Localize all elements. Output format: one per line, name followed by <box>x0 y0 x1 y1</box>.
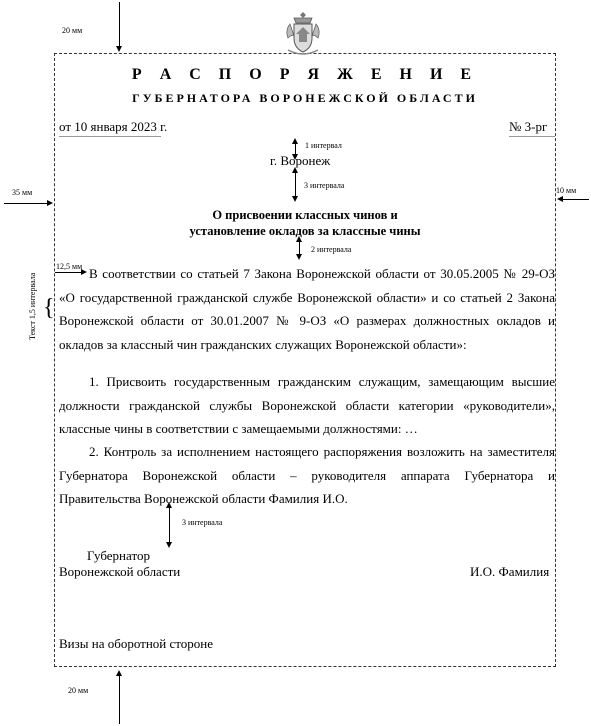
margin-right-line <box>563 199 589 200</box>
margin-left-arrow-icon <box>47 200 53 206</box>
interval-3b-label: 3 интервала <box>182 518 223 527</box>
coat-of-arms-icon <box>284 10 322 56</box>
body-item-2: 2. Контроль за исполнением настоящего распоряжения возложить на заместителя Губернатора Воронежской области – руководителя аппарата Губернатора и Правительства Воронежской области Фамилия И.О. <box>59 444 555 507</box>
body-item-1: 1. Присвоить государственным гражданским служащим, замещающим высшие должности гражданской службы Воронежской области категории «руководители», классные чины в соответствии с замещаемыми должностями: … <box>59 374 555 437</box>
signature-name: И.О. Фамилия <box>470 564 550 579</box>
text-spacing-label: Текст 1,5 интервала <box>28 272 37 340</box>
signature-position-line-2: Воронежской области <box>59 564 181 579</box>
margin-left-label: 35 мм <box>12 188 33 197</box>
number-underline <box>509 136 555 137</box>
margin-right-label: 10 мм <box>556 186 577 195</box>
margin-bottom-arrow-icon <box>116 670 122 676</box>
margin-top-arrow-icon <box>116 46 122 52</box>
interval-1-label: 1 интервал <box>305 141 342 150</box>
body-intro-text: В соответствии со статьей 7 Закона Воронежской области от 30.05.2005 № 29-ОЗ «О государственной гражданской службе Воронежской области» и со статьей 2 Закона Воронежской области от 30.01.2007 № 9-ОЗ «О размерах должностных окладов и окладов за классный чин гражданских служащих Воронежской области»: <box>59 266 555 352</box>
margin-top-line <box>119 2 120 46</box>
interval-3a-line <box>295 172 296 197</box>
margin-bottom-line <box>119 676 120 724</box>
visas-note: Визы на оборотной стороне <box>59 636 214 651</box>
interval-2-label: 2 интервала <box>311 245 352 254</box>
body-intro-paragraph <box>59 262 555 356</box>
subject-line-2: установление окладов за классные чины <box>189 224 421 238</box>
interval-3a-arrow-down-icon <box>292 196 298 202</box>
document-subject <box>54 207 556 239</box>
document-city: г. Воронеж <box>270 153 331 168</box>
signature-position-line-1: Губернатор <box>87 548 150 563</box>
margin-left-line <box>4 203 47 204</box>
margin-top-label: 20 мм <box>62 26 83 35</box>
document-subtitle: ГУБЕРНАТОРА ВОРОНЕЖСКОЙ ОБЛАСТИ <box>132 91 478 105</box>
interval-3b-arrow-down-icon <box>166 542 172 548</box>
interval-3b-line <box>169 507 170 543</box>
margin-bottom-label: 20 мм <box>68 686 89 695</box>
interval-2-arrow-down-icon <box>296 254 302 260</box>
interval-2-line <box>299 241 300 255</box>
interval-3a-label: 3 интервала <box>304 181 345 190</box>
margin-right-arrow-icon <box>557 196 563 202</box>
document-date: от 10 января 2023 г. <box>59 119 168 134</box>
text-spacing-brace: { <box>43 295 55 321</box>
document-number: № 3-рг <box>509 119 548 134</box>
indent-label: 12,5 мм <box>56 262 83 271</box>
document-title: Р А С П О Р Я Ж Е Н И Е <box>131 66 479 83</box>
date-underline <box>59 136 161 137</box>
subject-line-1: О присвоении классных чинов и <box>212 208 398 222</box>
